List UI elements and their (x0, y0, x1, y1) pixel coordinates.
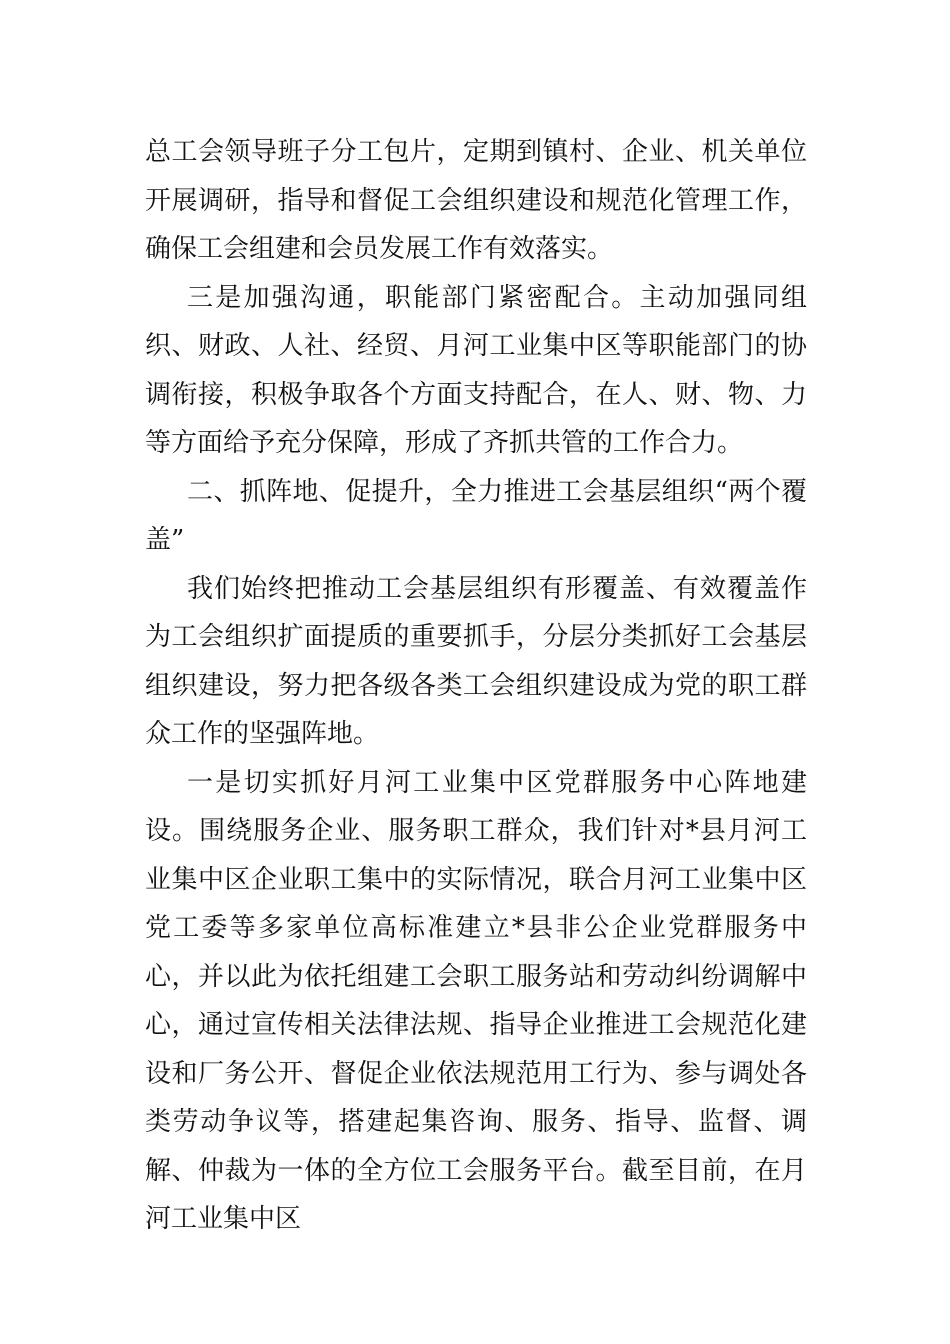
document-body (145, 128, 807, 1244)
paragraph-continuation: 总工会领导班子分工包片，定期到镇村、企业、机关单位开展调研，指导和督促工会组织建设和规范化管理工作，确保工会组建和会员发展工作有效落实。 (145, 137, 807, 264)
paragraph-coverage-intro: 我们始终把推动工会基层组织有形覆盖、有效覆盖作为工会组织扩面提质的重要抓手，分层分类抓好工会基层组织建设，努力把各级各类工会组织建设成为党的职工群众工作的坚强阵地。 (145, 573, 807, 749)
section-heading-two-coverages: 二、抓阵地、促提升，全力推进工会基层组织“两个覆盖” (145, 476, 807, 555)
paragraph-service-center: 一是切实抓好月河工业集中区党群服务中心阵地建设。围绕服务企业、服务职工群众，我们针对*县月河工业集中区企业职工集中的实际情况，联合月河工业集中区党工委等多家单位高标准建立*县非公企业党群服务中心，并以此为依托组建工会职工服务站和劳动纠纷调解中心，通过宣传相关法律法规、指导企业推进工会规范化建设和厂务公开、督促企业依法规范用工行为、参与调处各类劳动争议等，搭建起集咨询、服务、指导、监督、调解、仲裁为一体的全方位工会服务平台。截至目前，在月河工业集中区 (145, 767, 807, 1234)
paragraph-communication: 三是加强沟通，职能部门紧密配合。主动加强同组织、财政、人社、经贸、月河工业集中区等职能部门的协调衔接，积极争取各个方面支持配合，在人、财、物、力等方面给予充分保障，形成了齐抓共管的工作合力。 (145, 282, 807, 458)
